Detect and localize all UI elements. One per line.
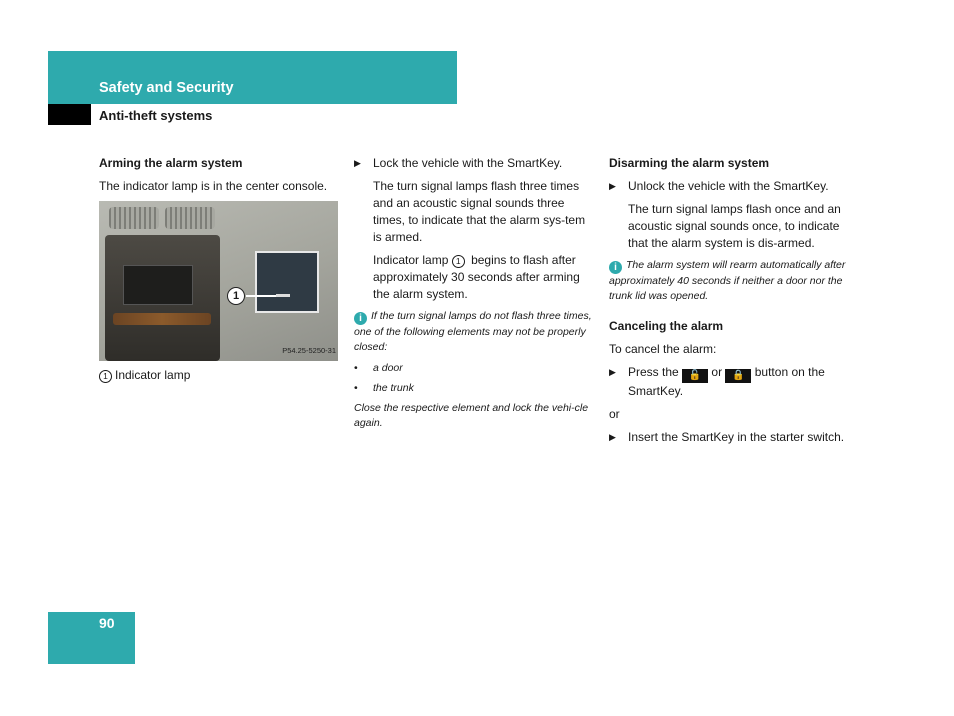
step-unlock (609, 178, 849, 195)
info-note (609, 258, 849, 304)
section-tab-marker (48, 104, 91, 125)
bullet-text: a door (373, 362, 403, 374)
page-number-box (48, 612, 135, 664)
paragraph-lamp (354, 252, 592, 303)
indicator-lamp-detail (255, 251, 319, 313)
indicator-lamp (276, 294, 290, 297)
figure-ref: P54.25-5250-31 (282, 346, 336, 355)
list-item (354, 381, 592, 396)
intro-text: The indicator lamp is in the center console. (99, 179, 328, 193)
text-segment: or (711, 365, 723, 379)
info-note (354, 309, 592, 355)
air-vent-left (109, 207, 159, 229)
air-vent-right (165, 207, 215, 229)
intro-cancel: To cancel the alarm: (609, 342, 717, 356)
step-text: Insert the SmartKey in the starter switch. (628, 430, 845, 444)
section-title: Safety and Security (99, 80, 234, 96)
text-segment: button on the SmartKey. (628, 365, 825, 398)
info-icon: i (354, 312, 367, 325)
step-lock (354, 155, 592, 172)
heading-canceling: Canceling the alarm (609, 319, 724, 333)
closing-note: Close the respective element and lock the vehi-cle again. (354, 402, 589, 429)
column-middle (354, 155, 592, 437)
center-console-photo (99, 201, 338, 361)
unlock-icon: 🔓 (682, 369, 708, 383)
bullet-icon: • (354, 362, 358, 374)
triangle-right-icon: ▶ (609, 367, 616, 377)
wood-trim (113, 313, 211, 325)
callout-line (246, 295, 276, 297)
step-text: Unlock the vehicle with the SmartKey. (628, 179, 829, 193)
bullet-text: the trunk (373, 382, 414, 394)
callout-number: 1 (227, 287, 245, 305)
triangle-right-icon: ▶ (609, 432, 616, 442)
circled-number: 1 (452, 255, 465, 268)
info-icon: i (609, 261, 622, 274)
text-segment: Indicator lamp (373, 253, 449, 267)
triangle-right-icon: ▶ (609, 181, 616, 191)
note-text: The alarm system will rearm automatically after approximately 40 seconds if neither a door nor the trunk lid was opened. (609, 259, 846, 302)
figure-caption (99, 367, 339, 384)
column-right (609, 155, 849, 452)
radio-display (123, 265, 193, 305)
caption-text: Indicator lamp (115, 368, 191, 382)
heading-arming: Arming the alarm system (99, 156, 243, 170)
circled-number: 1 (99, 370, 112, 383)
text-segment: begins to flash after approximately 30 seconds after arming the alarm system. (373, 253, 580, 301)
lock-icon: 🔒 (725, 369, 751, 383)
section-subtitle: Anti-theft systems (99, 108, 213, 123)
bullet-icon: • (354, 382, 358, 394)
paragraph-disarmed: The turn signal lamps flash once and an acoustic signal sounds once, to indicate that the alarm system is dis-armed. (628, 202, 841, 250)
step-insert-key (609, 429, 849, 446)
heading-disarming: Disarming the alarm system (609, 156, 770, 170)
note-text: If the turn signal lamps do not flash three times, one of the following elements may not be properly closed: (354, 310, 592, 353)
or-text: or (609, 407, 620, 421)
page-number: 90 (99, 615, 115, 631)
list-item (354, 361, 592, 376)
text-segment: Press the (628, 365, 679, 379)
column-left (99, 155, 339, 390)
triangle-right-icon: ▶ (354, 158, 361, 168)
paragraph-armed: The turn signal lamps flash three times and an acoustic signal sounds three times, to indicate that the alarm sys-tem is armed. (373, 179, 586, 244)
header-band (48, 51, 457, 104)
step-text: Lock the vehicle with the SmartKey. (373, 156, 563, 170)
step-press-button (609, 364, 849, 400)
